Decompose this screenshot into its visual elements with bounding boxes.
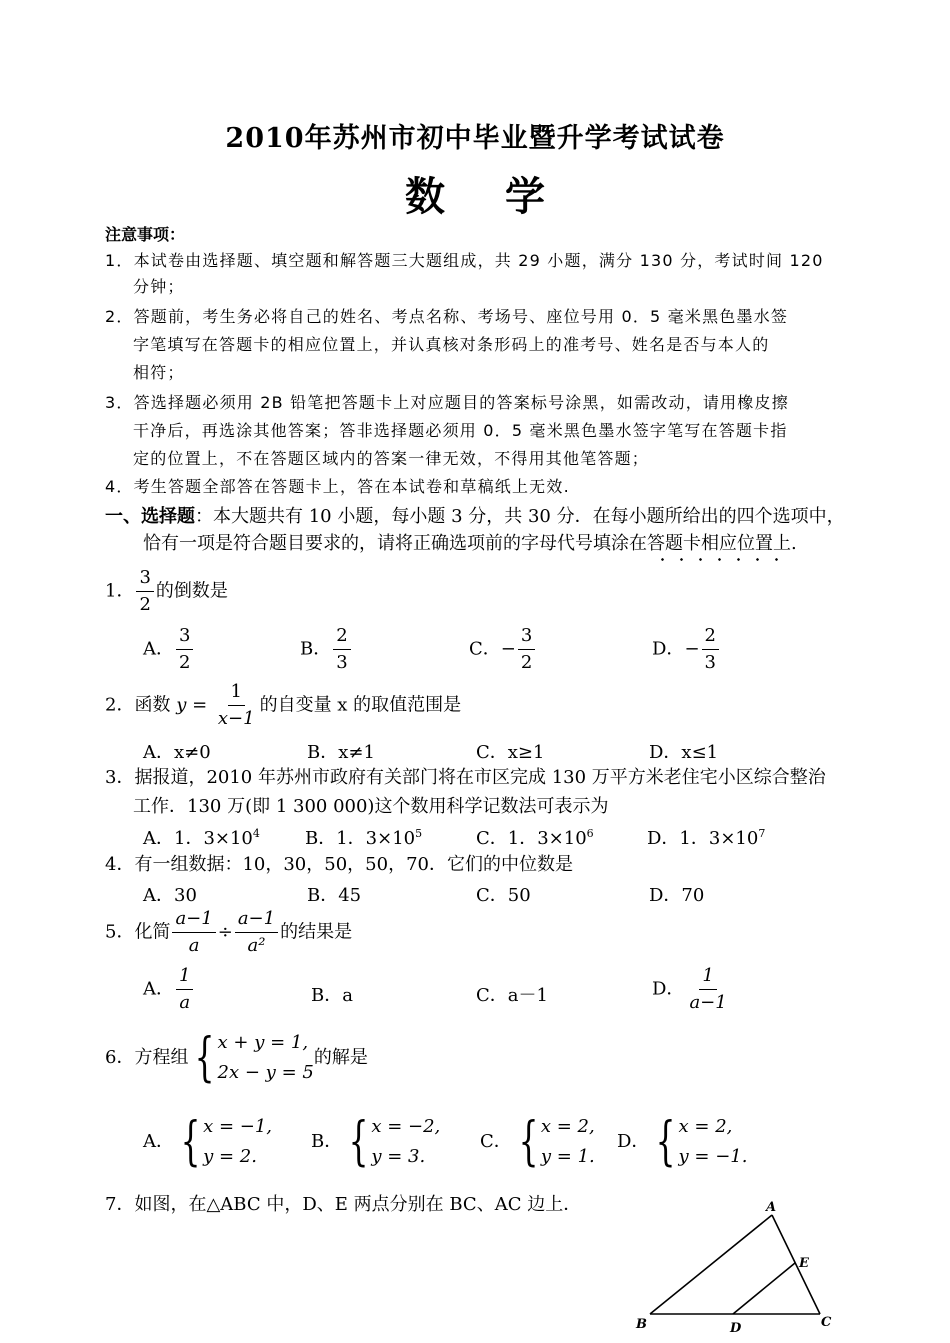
equation: x + y = 1, [217, 1032, 309, 1053]
question-text: 的倒数是 [155, 580, 228, 602]
option-text: D．1．3×10 [647, 828, 759, 849]
notice-line: 定的位置上，不在答题区域内的答案一律无效，不得用其他笔答题； [133, 449, 650, 468]
brace: { [195, 1028, 215, 1088]
notice-line: 干净后，再选涂其他答案；答非选择题必须用 0．5 毫米黑色墨水签字笔写在答题卡指 [133, 421, 788, 440]
option-d [652, 964, 732, 1015]
option-label: A． [143, 638, 174, 660]
equation: y = 1. [540, 1146, 595, 1167]
exponent: 6 [586, 827, 594, 840]
option-text: C．1．3×10 [476, 828, 587, 849]
option-b: B．a [311, 985, 353, 1006]
exam-title: 2010年苏州市初中毕业暨升学考试试卷 [225, 123, 725, 154]
numerator: 2 [333, 624, 350, 650]
option-text: A．1．3×10 [143, 828, 253, 849]
side-ab [650, 1215, 772, 1314]
denominator: 2 [179, 652, 191, 673]
question-number: 6．方程组 [105, 1047, 189, 1068]
option-label: D． [652, 978, 685, 1000]
section-instruction [143, 531, 797, 557]
section-label: 一、选择题 [105, 506, 195, 527]
point-label-e: E [799, 1256, 809, 1271]
notice-line: 相符； [133, 363, 185, 382]
option-label: D． [652, 638, 685, 660]
option-label: A． [143, 978, 174, 1000]
denominator: a [188, 935, 200, 956]
denominator: 2 [520, 652, 533, 673]
section-heading [105, 504, 845, 530]
fraction [176, 964, 193, 1015]
option-c [469, 624, 537, 675]
option-a: A．30 [143, 885, 197, 906]
question-6 [105, 1028, 368, 1088]
brace: { [518, 1112, 539, 1172]
equation: 2x − y = 5 [217, 1062, 314, 1083]
question-1 [105, 566, 228, 617]
equation: x = 2, [678, 1116, 733, 1137]
section-text: 恰有一项是符合题目要求的，请将正确选项前的字母代号填涂在 [143, 533, 647, 554]
question-4: 4．有一组数据：10，30，50，50，70．它们的中位数是 [105, 854, 573, 875]
fraction [176, 624, 193, 675]
notice-heading: 注意事项： [105, 225, 186, 244]
equation: x = −2, [371, 1116, 441, 1137]
numerator: 3 [176, 624, 193, 650]
question-number: 5．化简 [105, 921, 171, 943]
vertex-label-c: C [821, 1315, 832, 1330]
equation-system [188, 1028, 313, 1088]
question-7: 7．如图，在△ABC 中，D、E 两点分别在 BC、AC 边上． [105, 1194, 582, 1215]
option-c: C．50 [476, 885, 531, 906]
equation-system [649, 1112, 747, 1172]
option-a [143, 964, 195, 1015]
equation-system [512, 1112, 595, 1172]
question-text: 的自变量 x 的取值范围是 [259, 694, 462, 716]
option-a [143, 824, 260, 850]
option-label: D． [617, 1131, 650, 1152]
fraction [215, 680, 258, 731]
equals: = [186, 694, 213, 716]
equation: y = 2. [203, 1146, 257, 1167]
numerator: 1 [176, 964, 193, 990]
option-b: B．45 [307, 885, 362, 906]
subject-title: 数学 [405, 173, 605, 220]
notice-line: 3．答选择题必须用 2B 铅笔把答题卡上对应题目的答案标号涂黑，如需改动，请用橡皮擦 [105, 393, 789, 412]
notice-line: 1．本试卷由选择题、填空题和解答题三大题组成，共 29 小题，满分 130 分，考试时间 120 [105, 251, 824, 270]
brace: { [180, 1112, 201, 1172]
option-text: B．1．3×10 [305, 828, 416, 849]
option-c: C．a－1 [476, 985, 548, 1006]
option-d [647, 824, 765, 850]
numerator: a−1 [235, 907, 278, 933]
notice-line: 2．答题前，考生务必将自己的姓名、考点名称、考场号、座位号用 0．5 毫米黑色墨水签 [105, 307, 789, 326]
question-text: 的解是 [313, 1047, 368, 1068]
denominator: a−1 [689, 992, 727, 1013]
numerator: 3 [518, 624, 535, 650]
fraction [702, 624, 719, 675]
fraction [333, 624, 350, 675]
equation: y = −1. [678, 1146, 748, 1167]
numerator: 1 [228, 680, 245, 706]
fraction [686, 964, 729, 1015]
option-a: A．x≠0 [143, 742, 211, 763]
equation: x = −1, [203, 1116, 273, 1137]
option-d [652, 624, 721, 675]
option-a [143, 1112, 272, 1172]
option-b [300, 624, 353, 675]
sign: − [500, 638, 516, 660]
question-5 [105, 907, 352, 958]
exponent: 7 [758, 827, 766, 840]
option-d: D．x≤1 [649, 742, 719, 763]
question-number: 2．函数 [105, 694, 177, 716]
section-text: . [791, 533, 797, 554]
vertex-label-b: B [636, 1317, 647, 1332]
side-ac [772, 1215, 820, 1314]
option-label: A． [143, 1131, 174, 1152]
point-label-d: D [730, 1321, 742, 1336]
brace: { [656, 1112, 676, 1172]
notice-line: 分钟； [133, 277, 185, 296]
variable: y [176, 694, 187, 716]
denominator: 3 [704, 652, 716, 673]
equation-system [342, 1112, 440, 1172]
option-label: C． [469, 638, 501, 660]
option-d: D．70 [649, 885, 705, 906]
denominator: a [179, 992, 191, 1013]
question-number: 1． [105, 580, 135, 602]
denominator: a² [247, 935, 266, 956]
option-d [617, 1112, 747, 1172]
vertex-label-a: A [766, 1200, 777, 1215]
option-c [476, 824, 594, 850]
segment-de [733, 1263, 795, 1314]
notice-line: 4．考生答题全部答在答题卡上，答在本试卷和草稿纸上无效. [105, 477, 570, 496]
fraction [518, 624, 535, 675]
brace: { [348, 1112, 369, 1172]
option-label: C． [480, 1131, 512, 1152]
triangle-figure [630, 1200, 850, 1343]
option-c: C．x≥1 [476, 742, 545, 763]
question-3-line: 3．据报道，2010 年苏州市政府有关部门将在市区完成 130 万平方米老住宅小区综合整治 [105, 767, 826, 788]
exponent: 4 [252, 827, 260, 840]
fraction [136, 566, 153, 617]
option-b: B．x≠1 [307, 742, 375, 763]
option-b [311, 1112, 440, 1172]
option-a [143, 624, 195, 675]
option-label: B． [311, 1131, 343, 1152]
notice-line: 字笔填写在答题卡的相应位置上，并认真核对条形码上的准考号、姓名是否与本人的 [133, 335, 770, 354]
section-text: ：本大题共有 10 小题，每小题 3 分，共 30 分．在每小题所给出的四个选项中， [195, 506, 845, 527]
option-c [480, 1112, 595, 1172]
question-text: 的结果是 [280, 921, 353, 943]
numerator: 2 [702, 624, 719, 650]
numerator: 3 [136, 566, 153, 592]
equation: y = 3. [371, 1146, 426, 1167]
numerator: a−1 [172, 907, 215, 933]
divide-sign: ÷ [217, 921, 233, 943]
denominator: 2 [139, 594, 151, 615]
question-3-line: 工作．130 万(即 1 300 000)这个数用科学记数法可表示为 [133, 796, 609, 817]
sign: − [684, 638, 700, 660]
emphasis-text: 答题卡相应位置上 [647, 533, 791, 562]
equation: x = 2, [540, 1116, 595, 1137]
denominator: x−1 [217, 708, 255, 729]
fraction [172, 907, 215, 958]
option-label: B． [300, 638, 332, 660]
fraction [235, 907, 278, 958]
option-b [305, 824, 422, 850]
denominator: 3 [336, 652, 348, 673]
numerator: 1 [699, 964, 716, 990]
exponent: 5 [415, 827, 423, 840]
equation-system [174, 1112, 272, 1172]
question-2 [105, 680, 461, 731]
